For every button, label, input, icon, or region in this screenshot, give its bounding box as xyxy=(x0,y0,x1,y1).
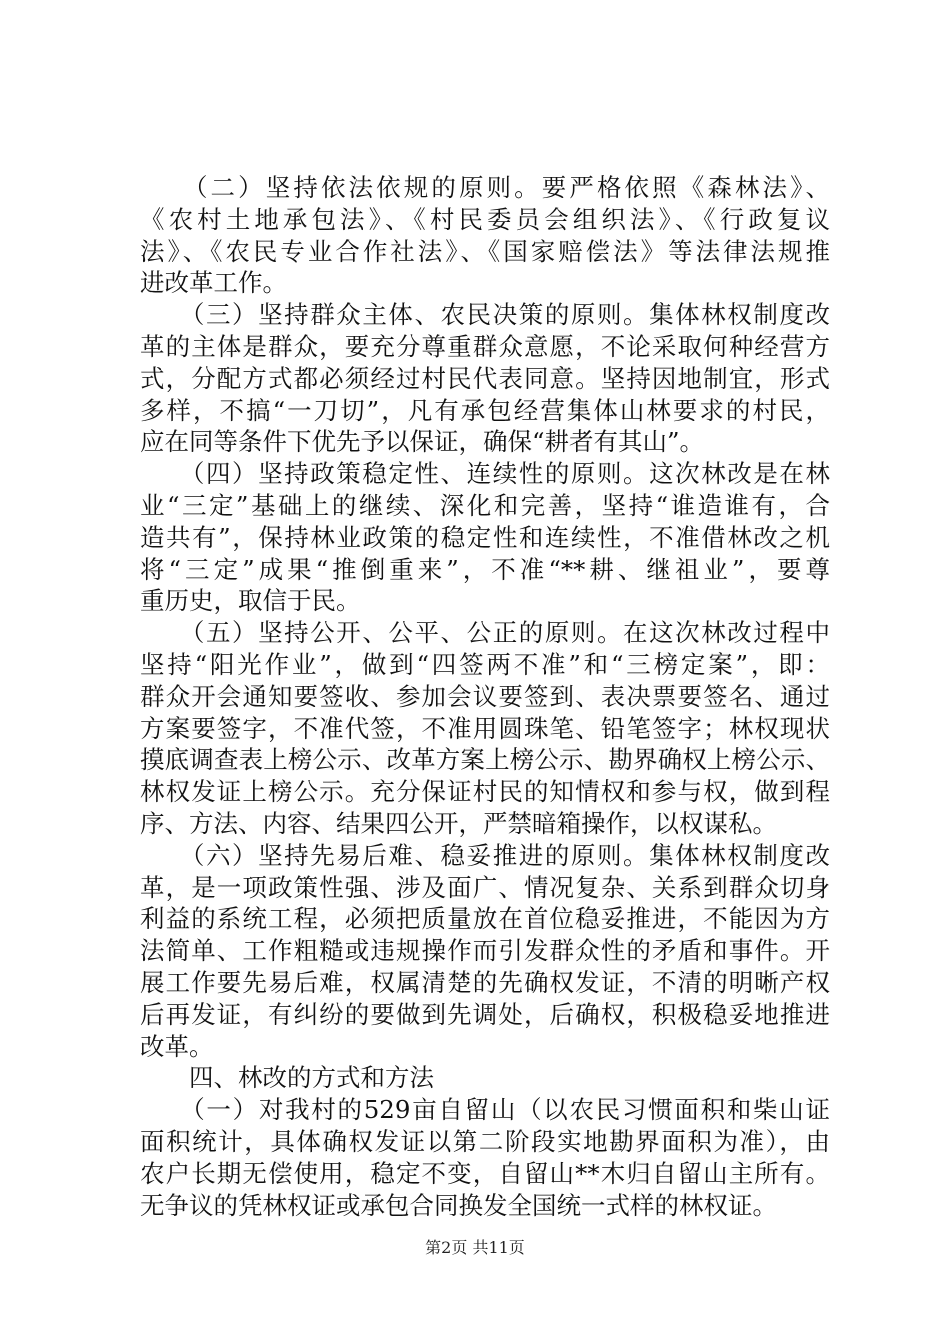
document-body xyxy=(140,172,830,1221)
text-line: 序、方法、内容、结果四公开，严禁暗箱操作，以权谋私。 xyxy=(140,808,777,838)
text-line: 革的主体是群众，要充分尊重群众意愿，不论采取何种经营方 xyxy=(140,331,830,361)
text-line: 进改革工作。 xyxy=(140,268,287,298)
text-line: 群众开会通知要签收、参加会议要签到、表决票要签名、通过 xyxy=(140,681,830,711)
text-line: 造共有”，保持林业政策的稳定性和连续性，不准借林改之机 xyxy=(140,522,830,552)
text-line: 展工作要先易后难，权属清楚的先确权发证，不清的明晰产权 xyxy=(140,967,830,997)
text-line: 利益的系统工程，必须把质量放在首位稳妥推进，不能因为方 xyxy=(140,904,830,934)
text-line: 坚持“阳光作业”，做到“四签两不准”和“三榜定案”，即： xyxy=(140,649,830,679)
text-line: 业“三定”基础上的继续、深化和完善，坚持“谁造谁有，合 xyxy=(140,490,830,520)
text-line: 摸底调查表上榜公示、改革方案上榜公示、勘界确权上榜公示、 xyxy=(140,745,830,775)
text-line: （三）坚持群众主体、农民决策的原则。集体林权制度改 xyxy=(140,300,830,330)
page-footer: 第2页 共11页 xyxy=(425,1238,525,1257)
text-line: （五）坚持公开、公平、公正的原则。在这次林改过程中 xyxy=(140,618,830,648)
text-line: 农户长期无偿使用，稳定不变，自留山**木归自留山主所有。 xyxy=(140,1158,830,1188)
text-line: 改革。 xyxy=(140,1031,214,1061)
text-line: 应在同等条件下优先予以保证，确保“耕者有其山”。 xyxy=(140,427,705,457)
text-line: 方案要签字，不准代签，不准用圆珠笔、铅笔签字；林权现状 xyxy=(140,713,830,743)
text-line: 革，是一项政策性强、涉及面广、情况复杂、关系到群众切身 xyxy=(140,872,830,902)
text-line: （二）坚持依法依规的原则。要严格依照《森林法》、 xyxy=(140,173,830,202)
text-line: 四、林改的方式和方法 xyxy=(140,1063,434,1093)
text-line: 将“三定”成果“推倒重来”，不准“**耕、继祖业”，要尊 xyxy=(140,554,830,584)
text-line: （一）对我村的529亩自留山（以农民习惯面积和柴山证 xyxy=(140,1095,830,1125)
text-line: 式，分配方式都必须经过村民代表同意。坚持因地制宜，形式 xyxy=(140,363,830,393)
text-line: 面积统计，具体确权发证以第二阶段实地勘界面积为准），由 xyxy=(140,1126,830,1156)
text-line: （四）坚持政策稳定性、连续性的原则。这次林改是在林 xyxy=(140,459,830,489)
text-line: （六）坚持先易后难、稳妥推进的原则。集体林权制度改 xyxy=(140,840,830,870)
text-line: 重历史，取信于民。 xyxy=(140,586,361,616)
text-line: 《农村土地承包法》、《村民委员会组织法》、《行政复议 xyxy=(140,204,830,234)
text-line: 后再发证，有纠纷的要做到先调处，后确权，积极稳妥地推进 xyxy=(140,999,830,1029)
text-line: 法》、《农民专业合作社法》、《国家赔偿法》等法律法规推 xyxy=(140,236,830,266)
text-line: 无争议的凭林权证或承包合同换发全国统一式样的林权证。 xyxy=(140,1190,777,1220)
text-line: 林权发证上榜公示。充分保证村民的知情权和参与权，做到程 xyxy=(140,777,830,807)
text-line: 多样，不搞“一刀切”，凡有承包经营集体山林要求的村民， xyxy=(140,395,830,425)
text-line: 法简单、工作粗糙或违规操作而引发群众性的矛盾和事件。开 xyxy=(140,936,830,966)
